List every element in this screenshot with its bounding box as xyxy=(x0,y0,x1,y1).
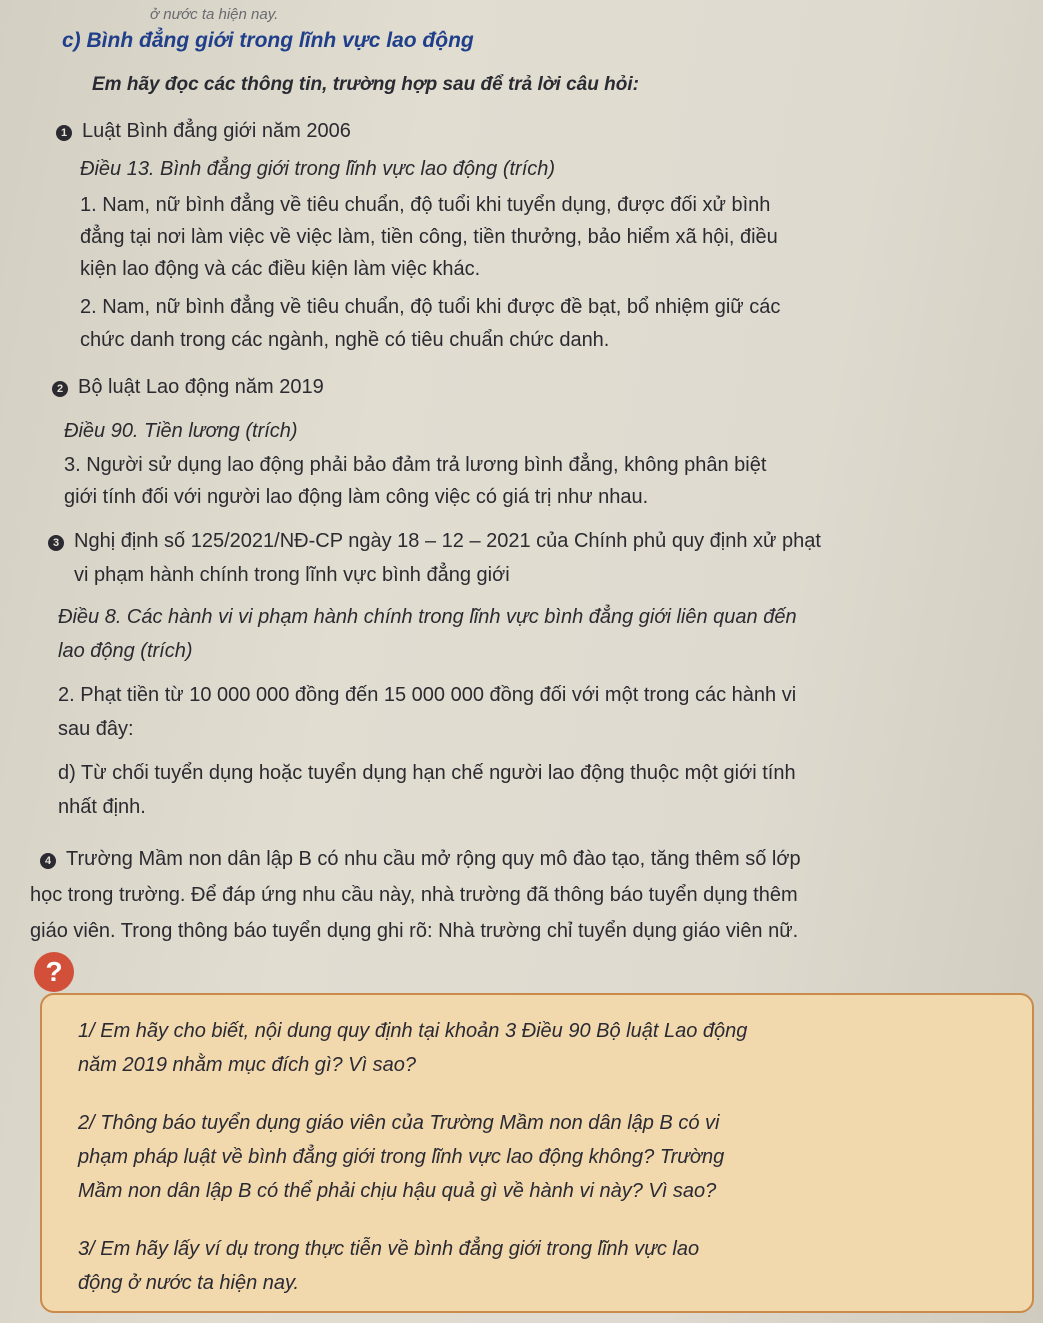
source1-line: kiện lao động và các điều kiện làm việc khác. xyxy=(80,258,481,280)
question-line: năm 2019 nhằm mục đích gì? Vì sao? xyxy=(78,1054,416,1076)
number-3-icon: 3 xyxy=(48,535,64,551)
section-heading: c) Bình đẳng giới trong lĩnh vực lao động xyxy=(62,29,474,52)
source3-line: d) Từ chối tuyển dụng hoặc tuyển dụng hạn chế người lao động thuộc một giới tính xyxy=(58,762,796,784)
question-line: Mầm non dân lập B có thể phải chịu hậu quả gì về hành vi này? Vì sao? xyxy=(78,1180,717,1202)
case4-line-text: Trường Mầm non dân lập B có nhu cầu mở rộng quy mô đào tạo, tăng thêm số lớp xyxy=(66,848,801,870)
question-mark-icon: ? xyxy=(34,952,74,992)
question-line: phạm pháp luật về bình đẳng giới trong lĩnh vực lao động không? Trường xyxy=(78,1146,725,1168)
source2-title-text: Bộ luật Lao động năm 2019 xyxy=(78,376,324,398)
source1-line: 1. Nam, nữ bình đẳng về tiêu chuẩn, độ tuổi khi tuyển dụng, được đối xử bình xyxy=(80,194,771,216)
source3-title-line: vi phạm hành chính trong lĩnh vực bình đẳng giới xyxy=(74,564,510,586)
source1-line: 2. Nam, nữ bình đẳng về tiêu chuẩn, độ tuổi khi được đề bạt, bổ nhiệm giữ các xyxy=(80,296,781,318)
question-line: 2/ Thông báo tuyển dụng giáo viên của Trường Mầm non dân lập B có vi xyxy=(78,1112,720,1134)
question-line: 3/ Em hãy lấy ví dụ trong thực tiễn về bình đẳng giới trong lĩnh vực lao xyxy=(78,1238,700,1260)
source2-line: giới tính đối với người lao động làm công việc có giá trị như nhau. xyxy=(64,486,649,508)
number-4-icon: 4 xyxy=(40,853,56,869)
source3-article: lao động (trích) xyxy=(58,640,193,662)
case4-line xyxy=(40,846,801,872)
instruction: Em hãy đọc các thông tin, trường hợp sau để trả lời câu hỏi: xyxy=(92,74,639,95)
source1-title-text: Luật Bình đẳng giới năm 2006 xyxy=(82,120,351,142)
source1-title xyxy=(56,118,351,144)
case4-line: giáo viên. Trong thông báo tuyển dụng ghi rõ: Nhà trường chỉ tuyển dụng giáo viên nữ. xyxy=(30,920,799,942)
source3-title xyxy=(48,528,821,554)
question-line: động ở nước ta hiện nay. xyxy=(78,1272,300,1294)
source3-line: 2. Phạt tiền từ 10 000 000 đồng đến 15 000 000 đồng đối với một trong các hành vi xyxy=(58,684,797,706)
source1-article: Điều 13. Bình đẳng giới trong lĩnh vực lao động (trích) xyxy=(80,158,556,180)
top-fragment: ở nước ta hiện nay. xyxy=(150,6,279,23)
source2-line: 3. Người sử dụng lao động phải bảo đảm trả lương bình đẳng, không phân biệt xyxy=(64,454,767,476)
source1-line: đẳng tại nơi làm việc về việc làm, tiền công, tiền thưởng, bảo hiểm xã hội, điều xyxy=(80,226,778,248)
case4-line: học trong trường. Để đáp ứng nhu cầu này, nhà trường đã thông báo tuyển dụng thêm xyxy=(30,884,798,906)
question-line: 1/ Em hãy cho biết, nội dung quy định tại khoản 3 Điều 90 Bộ luật Lao động xyxy=(78,1020,748,1042)
source2-article: Điều 90. Tiền lương (trích) xyxy=(64,420,298,442)
source3-line: nhất định. xyxy=(58,796,146,818)
source2-title xyxy=(52,374,324,400)
source3-article: Điều 8. Các hành vi vi phạm hành chính trong lĩnh vực bình đẳng giới liên quan đến xyxy=(58,606,797,628)
source1-line: chức danh trong các ngành, nghề có tiêu chuẩn chức danh. xyxy=(80,329,610,351)
number-1-icon: 1 xyxy=(56,125,72,141)
source3-title-text: Nghị định số 125/2021/NĐ-CP ngày 18 – 12 – 2021 của Chính phủ quy định xử phạt xyxy=(74,530,821,552)
number-2-icon: 2 xyxy=(52,381,68,397)
source3-line: sau đây: xyxy=(58,718,134,740)
